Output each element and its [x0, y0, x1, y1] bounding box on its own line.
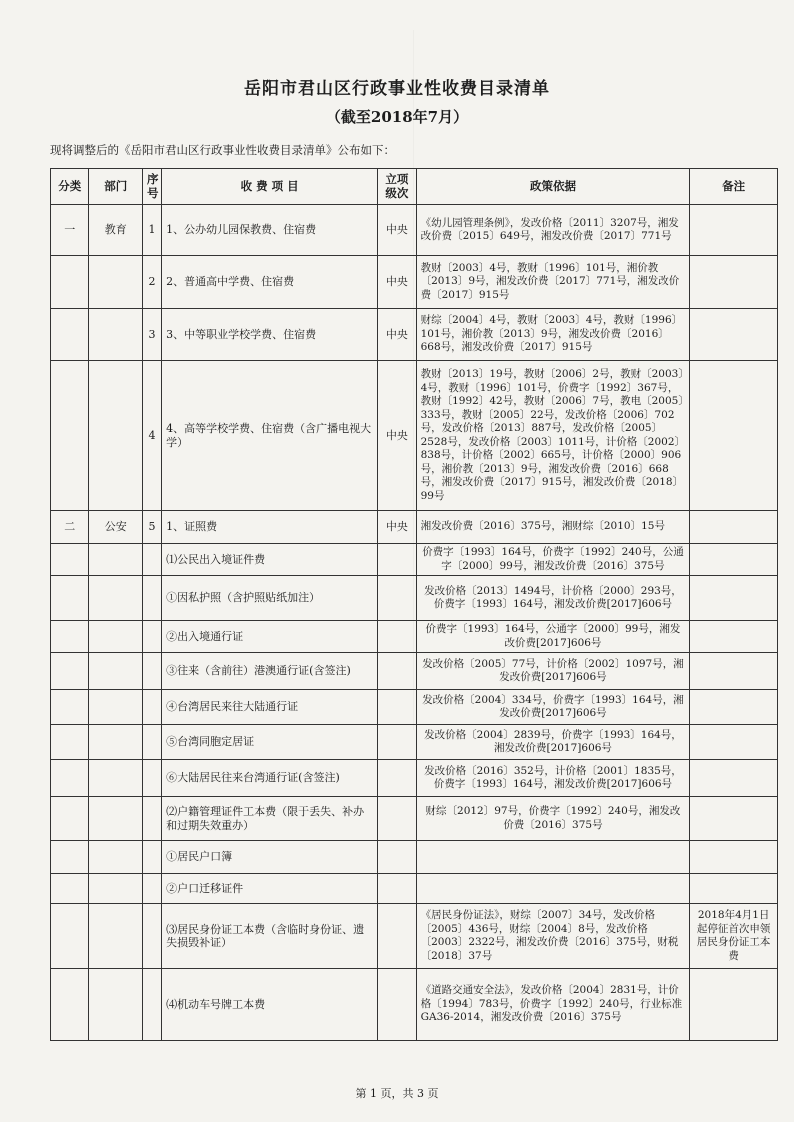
cell-seq — [142, 725, 161, 760]
table-row — [51, 760, 778, 797]
cell-item: 1、证照费 — [162, 511, 378, 544]
cell-basis: 财综〔2004〕4号，教财〔2003〕4号，教财〔1996〕101号，湘价教〔2013〕9号，湘发改价费〔2016〕668号，湘发改价费〔2017〕915号 — [416, 309, 690, 361]
cell-level — [378, 653, 416, 690]
cell-department — [89, 725, 142, 760]
cell-seq — [142, 841, 161, 874]
cell-item: ②出入境通行证 — [162, 621, 378, 653]
table-row — [51, 511, 778, 544]
cell-basis: 发改价格〔2005〕77号，计价格〔2002〕1097号，湘发改价费[2017]606号 — [416, 653, 690, 690]
cell-basis: 财综〔2012〕97号，价费字〔1992〕240号，湘发改价费〔2016〕375号 — [416, 797, 690, 841]
document-title: 岳阳市君山区行政事业性收费目录清单 — [244, 79, 550, 99]
intro-text: 现将调整后的《岳阳市君山区行政事业性收费目录清单》公布如下： — [50, 143, 395, 157]
cell-note — [690, 511, 778, 544]
cell-seq — [142, 653, 161, 690]
cell-level — [378, 544, 416, 576]
cell-note — [690, 544, 778, 576]
cell-department: 公安 — [89, 511, 142, 544]
cell-note — [690, 969, 778, 1041]
cell-seq: 4 — [142, 361, 161, 511]
cell-item: ⑴公民出入境证件费 — [162, 544, 378, 576]
cell-level: 中央 — [378, 511, 416, 544]
cell-level — [378, 690, 416, 725]
cell-department — [89, 969, 142, 1041]
cell-level — [378, 576, 416, 621]
cell-category — [51, 797, 89, 841]
table-row — [51, 205, 778, 256]
cell-note — [690, 841, 778, 874]
cell-note — [690, 309, 778, 361]
cell-level — [378, 621, 416, 653]
cell-category — [51, 725, 89, 760]
header-basis: 政策依据 — [416, 169, 690, 205]
cell-seq — [142, 797, 161, 841]
cell-category — [51, 309, 89, 361]
table-row — [51, 969, 778, 1041]
cell-note — [690, 725, 778, 760]
cell-category — [51, 969, 89, 1041]
table-row — [51, 725, 778, 760]
cell-category — [51, 841, 89, 874]
cell-basis: 价费字〔1993〕164号，价费字〔1992〕240号，公通字〔2000〕99号，湘发改价费〔2016〕375号 — [416, 544, 690, 576]
header-level: 立项级次 — [378, 169, 416, 205]
cell-basis: 发改价格〔2004〕2839号，价费字〔1993〕164号，湘发改价费[2017]606号 — [416, 725, 690, 760]
cell-category: 一 — [51, 205, 89, 256]
cell-department — [89, 576, 142, 621]
cell-note: 2018年4月1日起停征首次申领居民身份证工本费 — [690, 904, 778, 969]
cell-item: 3、中等职业学校学费、住宿费 — [162, 309, 378, 361]
cell-level — [378, 797, 416, 841]
cell-level — [378, 904, 416, 969]
cell-note — [690, 205, 778, 256]
table-row — [51, 874, 778, 904]
cell-note — [690, 760, 778, 797]
cell-basis — [416, 841, 690, 874]
cell-item: ⑥大陆居民往来台湾通行证(含签注) — [162, 760, 378, 797]
cell-department — [89, 621, 142, 653]
cell-category — [51, 653, 89, 690]
cell-item: 2、普通高中学费、住宿费 — [162, 256, 378, 309]
cell-level — [378, 760, 416, 797]
cell-category — [51, 361, 89, 511]
cell-department — [89, 256, 142, 309]
cell-seq — [142, 969, 161, 1041]
table-row — [51, 690, 778, 725]
cell-basis: 价费字〔1993〕164号，公通字〔2000〕99号，湘发改价费[2017]606号 — [416, 621, 690, 653]
cell-item: 1、公办幼儿园保教费、住宿费 — [162, 205, 378, 256]
table-row — [51, 544, 778, 576]
cell-level — [378, 841, 416, 874]
cell-item: 4、高等学校学费、住宿费（含广播电视大学） — [162, 361, 378, 511]
header-seq: 序号 — [142, 169, 161, 205]
cell-basis: 《居民身份证法》，财综〔2007〕34号，发改价格〔2005〕436号，财综〔2004〕8号，发改价格〔2003〕2322号，湘发改价费〔2016〕375号，财税〔2018〕37号 — [416, 904, 690, 969]
cell-seq — [142, 760, 161, 797]
cell-seq: 1 — [142, 205, 161, 256]
cell-seq: 5 — [142, 511, 161, 544]
cell-item: ⑷机动车号牌工本费 — [162, 969, 378, 1041]
cell-category — [51, 576, 89, 621]
cell-department — [89, 653, 142, 690]
cell-category — [51, 690, 89, 725]
cell-category — [51, 760, 89, 797]
cell-item: ④台湾居民来往大陆通行证 — [162, 690, 378, 725]
cell-department — [89, 690, 142, 725]
cell-department — [89, 361, 142, 511]
cell-category — [51, 544, 89, 576]
cell-level — [378, 969, 416, 1041]
cell-category — [51, 874, 89, 904]
table-row — [51, 361, 778, 511]
cell-seq — [142, 690, 161, 725]
cell-level — [378, 874, 416, 904]
cell-basis: 教财〔2013〕19号，教财〔2006〕2号，教财〔2003〕4号，教财〔1996〕101号，价费字〔1992〕367号，教财〔1992〕42号，教财〔2006〕7号，教电〔2005〕333号，教财〔2005〕22号，发改价格〔2006〕702号，发改价格〔2013〕887号，发改价格〔2005〕2528号，发改价格〔2003〕1011号，计价格〔2002〕838号，计价格〔2002〕665号，计价格〔2000〕906号，湘价教〔2013〕9号，湘发改价费〔2016〕668号，湘发改价费〔2017〕915号，湘发改价费〔2018〕99号 — [416, 361, 690, 511]
cell-department — [89, 760, 142, 797]
cell-basis: 湘发改价费〔2016〕375号，湘财综〔2010〕15号 — [416, 511, 690, 544]
cell-item: ⑤台湾同胞定居证 — [162, 725, 378, 760]
cell-basis: 教财〔2003〕4号，教财〔1996〕101号，湘价教〔2013〕9号，湘发改价费〔2017〕771号，湘发改价费〔2017〕915号 — [416, 256, 690, 309]
table-row — [51, 309, 778, 361]
cell-note — [690, 690, 778, 725]
cell-basis: 《道路交通安全法》，发改价格〔2004〕2831号，计价格〔1994〕783号，价费字〔1992〕240号，行业标准GA36-2014，湘发改价费〔2016〕375号 — [416, 969, 690, 1041]
cell-item: ②户口迁移证件 — [162, 874, 378, 904]
cell-note — [690, 874, 778, 904]
cell-department — [89, 874, 142, 904]
cell-basis: 发改价格〔2013〕1494号，计价格〔2000〕293号，价费字〔1993〕164号，湘发改价费[2017]606号 — [416, 576, 690, 621]
cell-seq — [142, 576, 161, 621]
cell-basis: 《幼儿园管理条例》，发改价格〔2011〕3207号，湘发改价费〔2015〕649号，湘发改价费〔2017〕771号 — [416, 205, 690, 256]
cell-category — [51, 904, 89, 969]
page-footer: 第 1 页，共 3 页 — [355, 1087, 439, 1100]
table-row — [51, 797, 778, 841]
cell-level: 中央 — [378, 361, 416, 511]
header-note: 备注 — [690, 169, 778, 205]
cell-item: ①居民户口簿 — [162, 841, 378, 874]
cell-level: 中央 — [378, 256, 416, 309]
table-row — [51, 621, 778, 653]
table-row — [51, 576, 778, 621]
cell-seq: 2 — [142, 256, 161, 309]
table-body — [51, 205, 778, 1041]
cell-seq: 3 — [142, 309, 161, 361]
cell-note — [690, 653, 778, 690]
cell-item: ①因私护照（含护照贴纸加注） — [162, 576, 378, 621]
cell-seq — [142, 544, 161, 576]
cell-item: ③往来（含前往）港澳通行证(含签注) — [162, 653, 378, 690]
cell-item: ⑶居民身份证工本费（含临时身份证、遗失损毁补证） — [162, 904, 378, 969]
table-row — [51, 653, 778, 690]
header-department: 部门 — [89, 169, 142, 205]
cell-seq — [142, 874, 161, 904]
cell-note — [690, 576, 778, 621]
table-row — [51, 904, 778, 969]
cell-category — [51, 256, 89, 309]
cell-note — [690, 621, 778, 653]
cell-seq — [142, 621, 161, 653]
cell-department — [89, 309, 142, 361]
cell-department — [89, 797, 142, 841]
cell-category: 二 — [51, 511, 89, 544]
cell-note — [690, 797, 778, 841]
cell-department — [89, 544, 142, 576]
cell-basis — [416, 874, 690, 904]
cell-category — [51, 621, 89, 653]
cell-item: ⑵户籍管理证件工本费（限于丢失、补办和过期失效重办） — [162, 797, 378, 841]
cell-level: 中央 — [378, 205, 416, 256]
fee-catalog-table — [50, 168, 778, 1041]
table-row — [51, 841, 778, 874]
cell-level: 中央 — [378, 309, 416, 361]
document-subtitle: （截至2018年7月） — [325, 108, 469, 126]
table-row — [51, 256, 778, 309]
cell-department — [89, 841, 142, 874]
cell-seq — [142, 904, 161, 969]
cell-department: 教育 — [89, 205, 142, 256]
header-category: 分类 — [51, 169, 89, 205]
cell-basis: 发改价格〔2016〕352号，计价格〔2001〕1835号，价费字〔1993〕164号，湘发改价费[2017]606号 — [416, 760, 690, 797]
table-header-row — [51, 169, 778, 205]
cell-note — [690, 256, 778, 309]
cell-department — [89, 904, 142, 969]
cell-note — [690, 361, 778, 511]
header-item: 收 费 项 目 — [162, 169, 378, 205]
cell-basis: 发改价格〔2004〕334号，价费字〔1993〕164号，湘发改价费[2017]606号 — [416, 690, 690, 725]
cell-level — [378, 725, 416, 760]
